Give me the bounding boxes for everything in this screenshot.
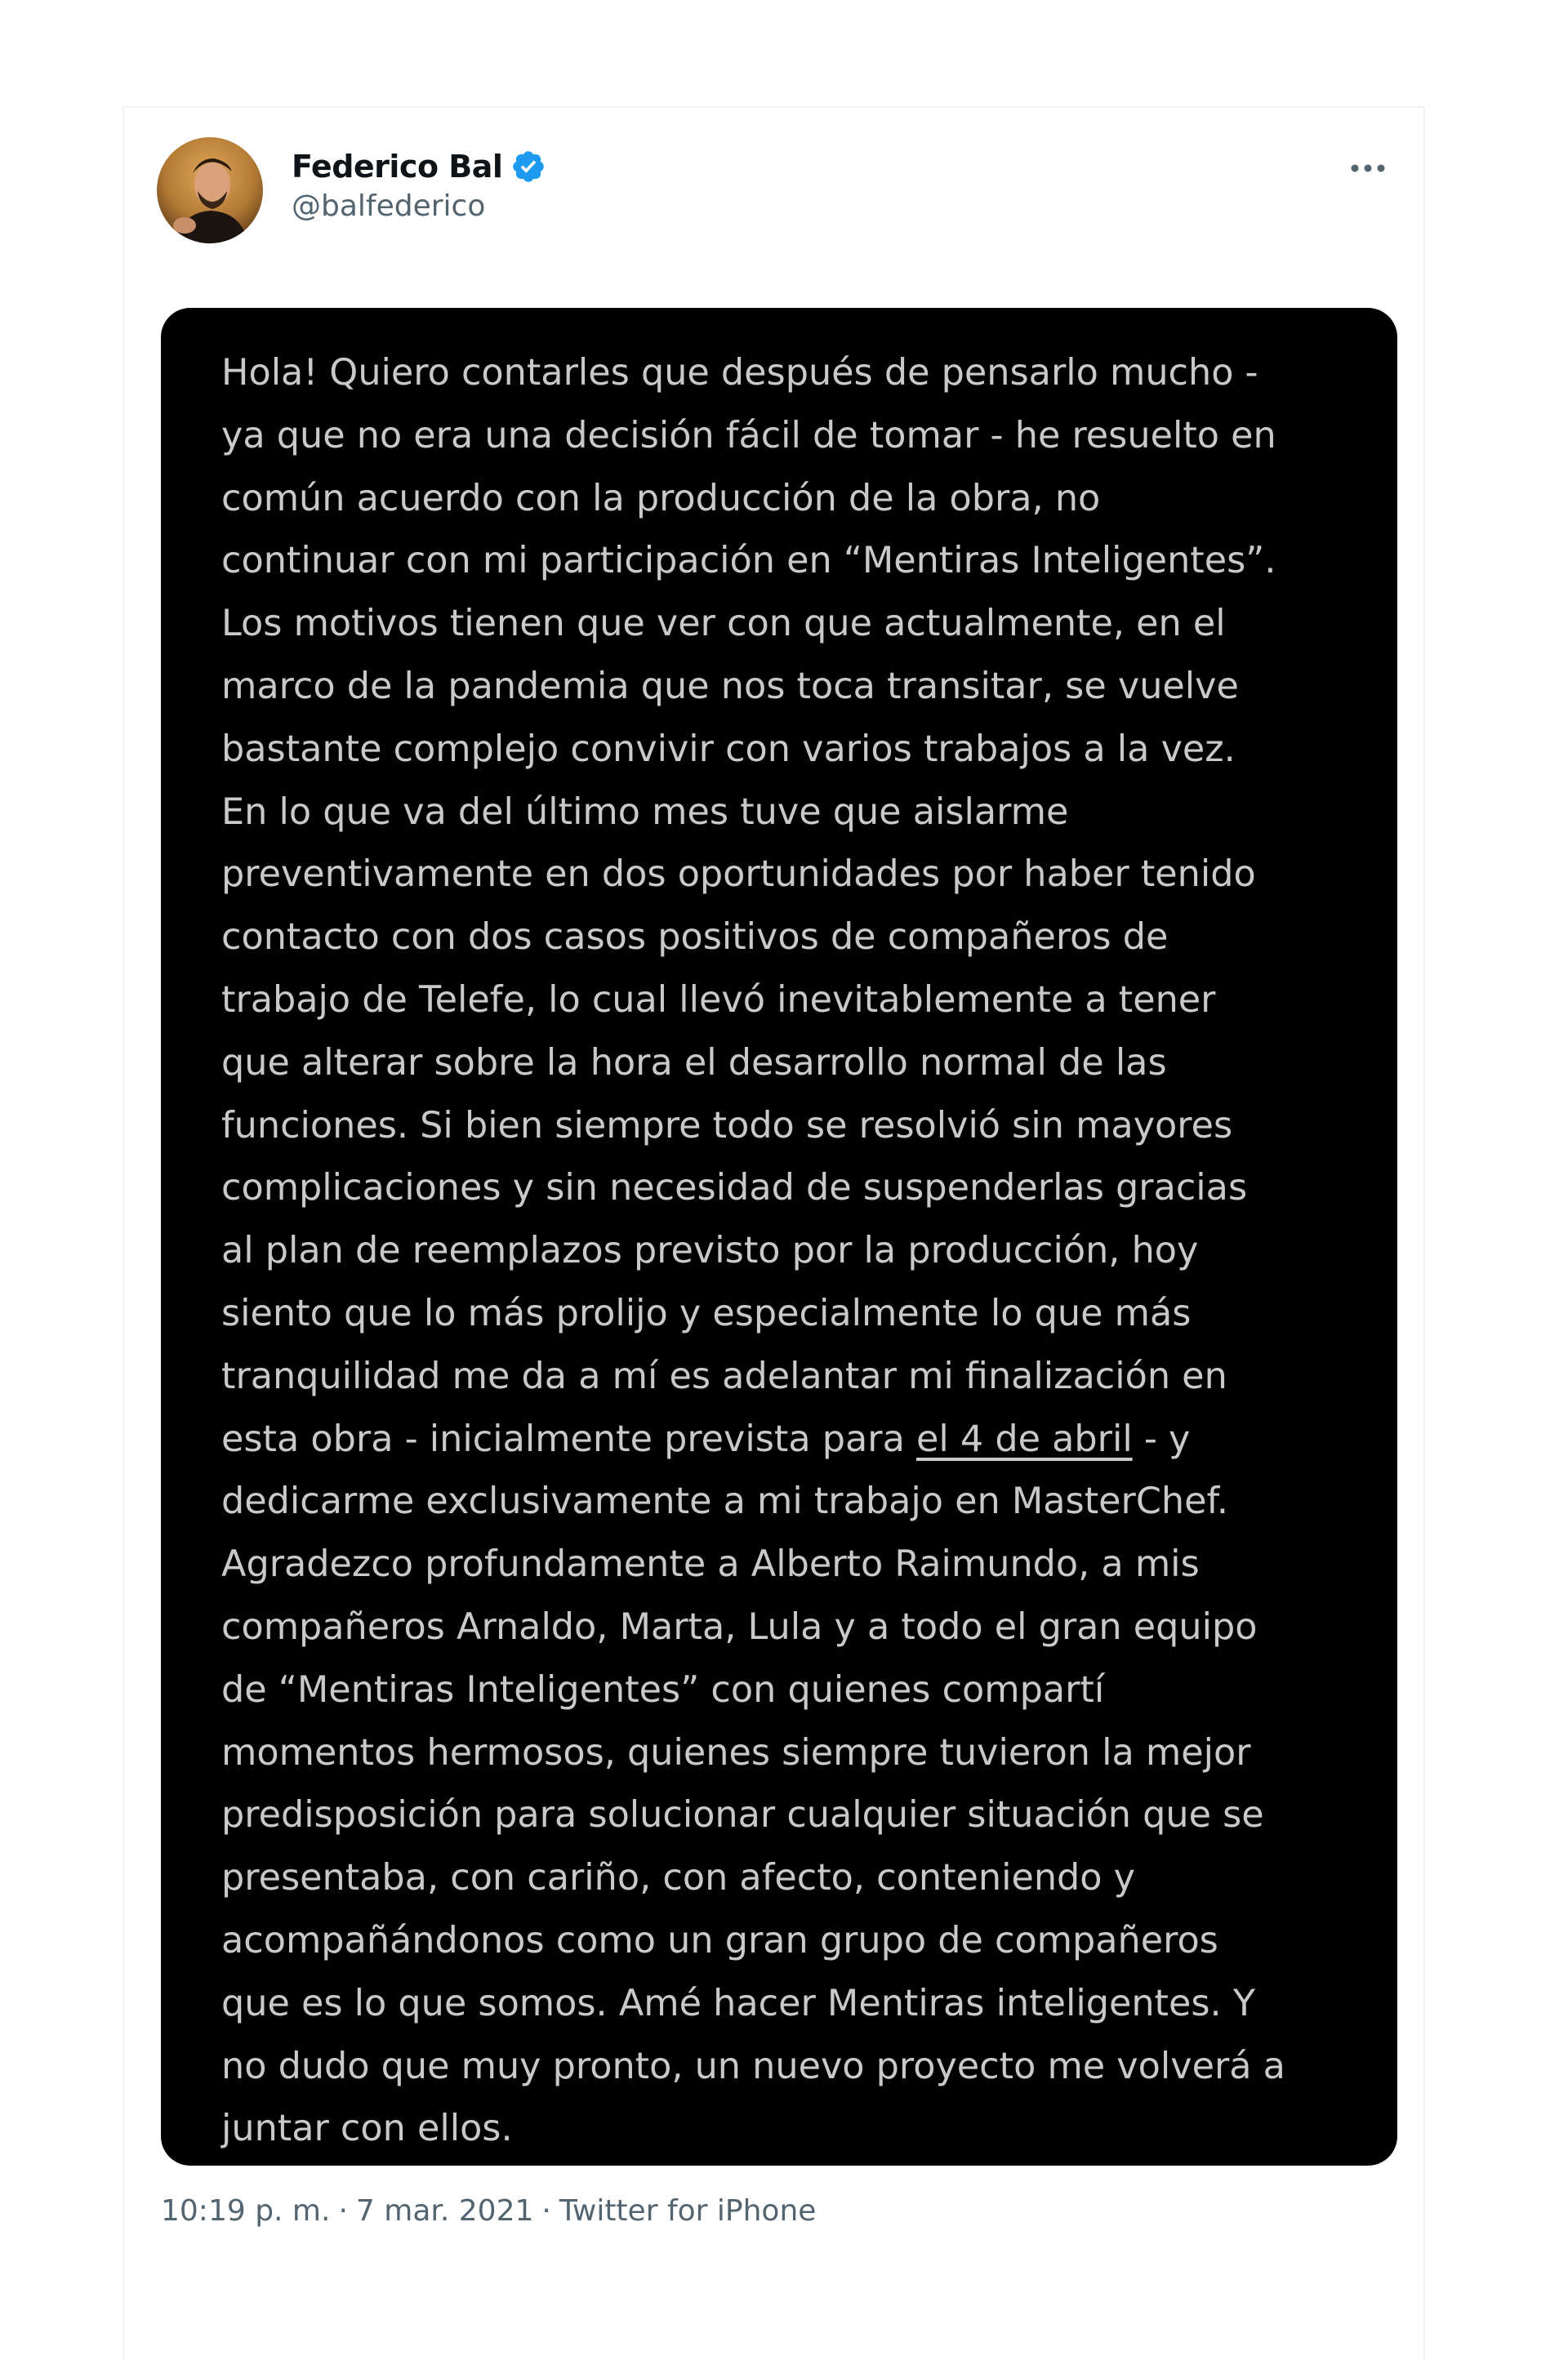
media-text-line: Agradezco profundamente a Alberto Raimundo, a mis	[221, 1543, 1200, 1586]
media-text-line: no dudo que muy pronto, un nuevo proyecto me volverá a	[221, 2045, 1285, 2087]
name-row	[292, 145, 546, 188]
author-block[interactable]	[292, 145, 546, 223]
media-text-line: que es lo que somos. Amé hacer Mentiras inteligentes. Y	[221, 1982, 1256, 2024]
tweet-time[interactable]: 10:19 p. m.	[161, 2194, 331, 2228]
media-text-line	[221, 1409, 1348, 1472]
media-text-line: acompañándonos como un gran grupo de compañeros	[221, 1919, 1218, 1961]
media-text-line: marco de la pandemia que nos toca transitar, se vuelve	[221, 665, 1239, 707]
media-text-line: momentos hermosos, quienes siempre tuvieron la mejor	[221, 1731, 1251, 1774]
media-text-line: siento que lo más prolijo y especialmente lo que más	[221, 1292, 1192, 1334]
tweet-meta	[161, 2194, 816, 2228]
media-text	[221, 342, 1348, 2161]
media-text-line: dedicarme exclusivamente a mi trabajo en MasterChef.	[221, 1481, 1229, 1523]
avatar-image	[157, 137, 263, 243]
media-text-line: bastante complejo convivir con varios trabajos a la vez.	[221, 728, 1236, 770]
media-text-segment: - y	[1132, 1418, 1191, 1460]
more-horizontal-icon	[1348, 162, 1388, 175]
media-text-line: continuar con mi participación en “Mentiras Inteligentes”.	[221, 540, 1276, 582]
media-text-line: al plan de reemplazos previsto por la producción, hoy	[221, 1230, 1199, 1272]
media-text-line: Hola! Quiero contarles que después de pensarlo mucho -	[221, 352, 1258, 394]
media-text-line: juntar con ellos.	[221, 2108, 513, 2150]
media-text-line: compañeros Arnaldo, Marta, Lula y a todo el gran equipo	[221, 1605, 1258, 1648]
tweet-date[interactable]: 7 mar. 2021	[355, 2194, 534, 2228]
media-text-line: complicaciones y sin necesidad de suspenderlas gracias	[221, 1167, 1248, 1209]
media-text-line: Los motivos tienen que ver con que actualmente, en el	[221, 603, 1226, 645]
media-text-line: En lo que va del último mes tuve que aislarme	[221, 790, 1069, 833]
more-options-button[interactable]	[1343, 150, 1392, 186]
media-text-line: trabajo de Telefe, lo cual llevó inevitablemente a tener	[221, 978, 1216, 1021]
media-text-line: tranquilidad me da a mí es adelantar mi finalización en	[221, 1355, 1227, 1397]
media-text-line: funciones. Si bien siempre todo se resolvió sin mayores	[221, 1104, 1233, 1147]
media-text-segment: esta obra - inicialmente prevista para	[221, 1418, 917, 1460]
meta-separator: ·	[541, 2194, 551, 2228]
media-text-line: común acuerdo con la producción de la obra, no	[221, 477, 1101, 519]
media-text-line: preventivamente en dos oportunidades por haber tenido	[221, 853, 1256, 896]
meta-separator: ·	[338, 2194, 348, 2228]
media-text-line: que alterar sobre la hora el desarrollo normal de las	[221, 1041, 1167, 1084]
media-text-line: de “Mentiras Inteligentes” con quienes compartí	[221, 1668, 1105, 1711]
media-text-line: presentaba, con cariño, con afecto, conteniendo y	[221, 1857, 1135, 1899]
verified-badge-icon	[510, 149, 546, 185]
tweet-media-image[interactable]	[161, 308, 1397, 2166]
display-name[interactable]: Federico Bal	[292, 149, 503, 185]
handle[interactable]: @balfederico	[292, 189, 486, 223]
media-text-line: contacto con dos casos positivos de compañeros de	[221, 916, 1169, 959]
avatar[interactable]	[157, 137, 263, 243]
media-text-line: ya que no era una decisión fácil de tomar - he resuelto en	[221, 414, 1276, 456]
tweet-card	[122, 106, 1425, 2360]
media-text-line: predisposición para solucionar cualquier situación que se	[221, 1794, 1264, 1837]
date-link[interactable]: el 4 de abril	[916, 1418, 1133, 1460]
tweet-source[interactable]: Twitter for iPhone	[559, 2194, 817, 2228]
